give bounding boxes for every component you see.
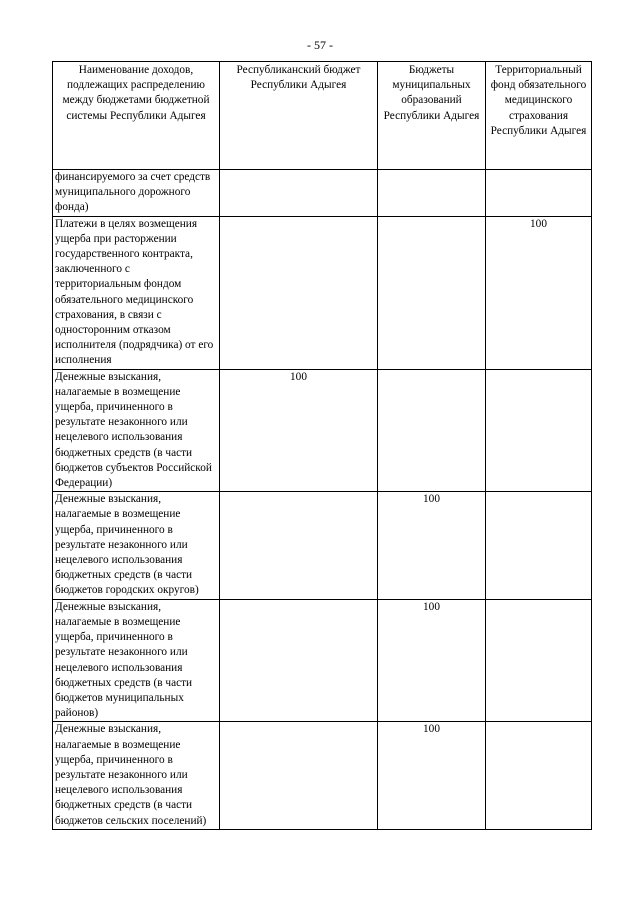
revenue-name-cell: Денежные взыскания, налагаемые в возмещение ущерба, причиненного в результате незаконного или нецелевого использования бюджетных средств (в части бюджетов сельских поселений) bbox=[53, 722, 220, 829]
medical-fund-cell bbox=[486, 722, 592, 829]
revenue-distribution-table bbox=[52, 61, 592, 830]
medical-fund-cell bbox=[486, 599, 592, 722]
table-row bbox=[53, 369, 592, 492]
medical-fund-cell bbox=[486, 170, 592, 217]
revenue-name-cell: Денежные взыскания, налагаемые в возмещение ущерба, причиненного в результате незаконного или нецелевого использования бюджетных средств (в части бюджетов городских округов) bbox=[53, 492, 220, 599]
republic-budget-cell bbox=[220, 216, 378, 369]
revenue-name-cell: финансируемого за счет средств муниципального дорожного фонда) bbox=[53, 170, 220, 217]
page-number: - 57 - bbox=[307, 38, 333, 52]
medical-fund-cell bbox=[486, 369, 592, 492]
medical-fund-cell: 100 bbox=[486, 216, 592, 369]
republic-budget-cell bbox=[220, 170, 378, 217]
municipal-budget-cell bbox=[378, 216, 486, 369]
table-row bbox=[53, 599, 592, 722]
republic-budget-cell: 100 bbox=[220, 369, 378, 492]
table-row bbox=[53, 216, 592, 369]
revenue-name-cell: Платежи в целях возмещения ущерба при расторжении государственного контракта, заключенного с территориальным фондом обязательного медицинского страхования, в связи с односторонним отказом исполнителя (подрядчика) от его исполнения bbox=[53, 216, 220, 369]
municipal-budget-cell bbox=[378, 369, 486, 492]
header-medical-insurance-fund: Территориальный фонд обязательного медицинского страхования Республики Адыгея bbox=[486, 62, 592, 170]
medical-fund-cell bbox=[486, 492, 592, 599]
municipal-budget-cell: 100 bbox=[378, 599, 486, 722]
header-republic-budget: Республиканский бюджет Республики Адыгея bbox=[220, 62, 378, 170]
header-municipal-budgets: Бюджеты муниципальных образований Республики Адыгея bbox=[378, 62, 486, 170]
table-header-row bbox=[53, 62, 592, 170]
header-revenue-name: Наименование доходов, подлежащих распределению между бюджетами бюджетной системы Республики Адыгея bbox=[53, 62, 220, 170]
municipal-budget-cell: 100 bbox=[378, 492, 486, 599]
republic-budget-cell bbox=[220, 722, 378, 829]
table-row bbox=[53, 492, 592, 599]
table-row bbox=[53, 170, 592, 217]
municipal-budget-cell bbox=[378, 170, 486, 217]
republic-budget-cell bbox=[220, 599, 378, 722]
revenue-name-cell: Денежные взыскания, налагаемые в возмещение ущерба, причиненного в результате незаконного или нецелевого использования бюджетных средств (в части бюджетов муниципальных районов) bbox=[53, 599, 220, 722]
republic-budget-cell bbox=[220, 492, 378, 599]
municipal-budget-cell: 100 bbox=[378, 722, 486, 829]
table-row bbox=[53, 722, 592, 829]
revenue-name-cell: Денежные взыскания, налагаемые в возмещение ущерба, причиненного в результате незаконного или нецелевого использования бюджетных средств (в части бюджетов субъектов Российской Федерации) bbox=[53, 369, 220, 492]
